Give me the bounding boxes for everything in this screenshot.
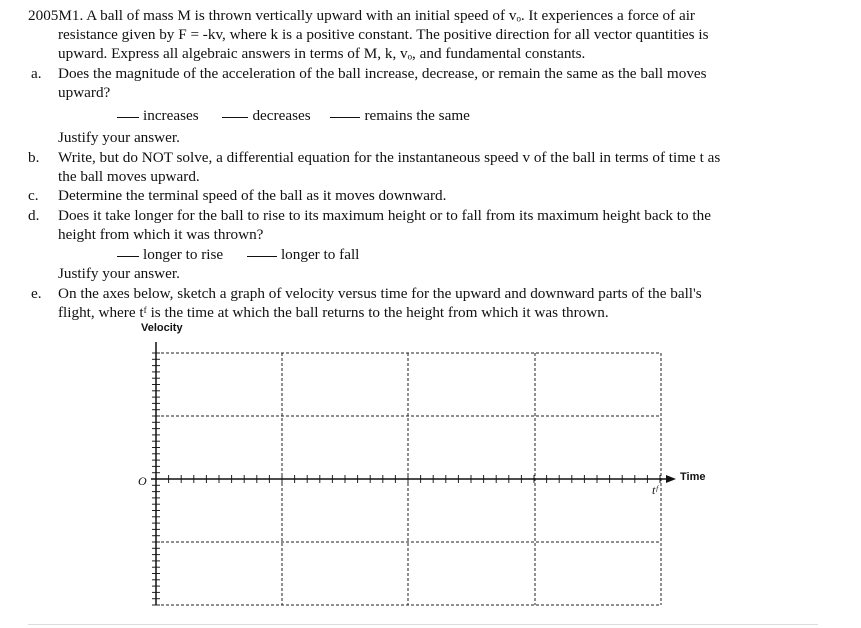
option-longer-to-fall[interactable]: longer to fall [247,245,359,264]
part-e-line-1: On the axes below, sketch a graph of velocity versus time for the upward and downward parts of the ball's [58,285,702,302]
option-increases[interactable]: increases [117,106,199,125]
time-axis-arrow-icon [666,475,676,483]
part-a-label: a. [31,65,42,82]
option-remains-the-same[interactable]: remains the same [330,106,469,125]
part-d-line-2: height from which it was thrown? [58,226,264,243]
part-d-justify: Justify your answer. [58,265,180,282]
part-b-line-2: the ball moves upward. [58,168,200,185]
part-e-label: e. [31,285,42,302]
problem-title-line-1: 2005M1. A ball of mass M is thrown vertically upward with an initial speed of vₒ. It experiences a force of air [28,7,695,24]
part-e-line-2: flight, where tᶠ is the time at which the ball returns to the height from which it was thrown. [58,304,609,321]
part-a-line-2: upward? [58,84,111,101]
tf-label: tᶠ [652,483,658,497]
velocity-axis-label: Velocity [141,322,183,334]
time-axis-label: Time [680,471,706,483]
part-c-label: c. [28,187,39,204]
page-bottom-divider [28,624,818,625]
part-d-line-1: Does it take longer for the ball to rise to its maximum height or to fall from its maximum height back to the [58,207,711,224]
part-a-line-1: Does the magnitude of the acceleration of the ball increase, decrease, or remain the same as the ball moves [58,65,707,82]
part-c-text: Determine the terminal speed of the ball as it moves downward. [58,187,447,204]
origin-label: O [138,474,147,488]
problem-title-line-2: resistance given by F = -kv, where k is a positive constant. The positive direction for all vector quantities is [58,26,709,43]
part-b-line-1: Write, but do NOT solve, a differential equation for the instantaneous speed v of the ball in terms of time t as [58,149,721,166]
problem-title-line-3: upward. Express all algebraic answers in terms of M, k, vₒ, and fundamental constants. [58,45,586,62]
part-b-label: b. [28,149,40,166]
option-longer-to-rise[interactable]: longer to rise [117,245,223,264]
option-decreases[interactable]: decreases [222,106,310,125]
part-a-justify: Justify your answer. [58,129,180,146]
part-d-label: d. [28,207,40,224]
